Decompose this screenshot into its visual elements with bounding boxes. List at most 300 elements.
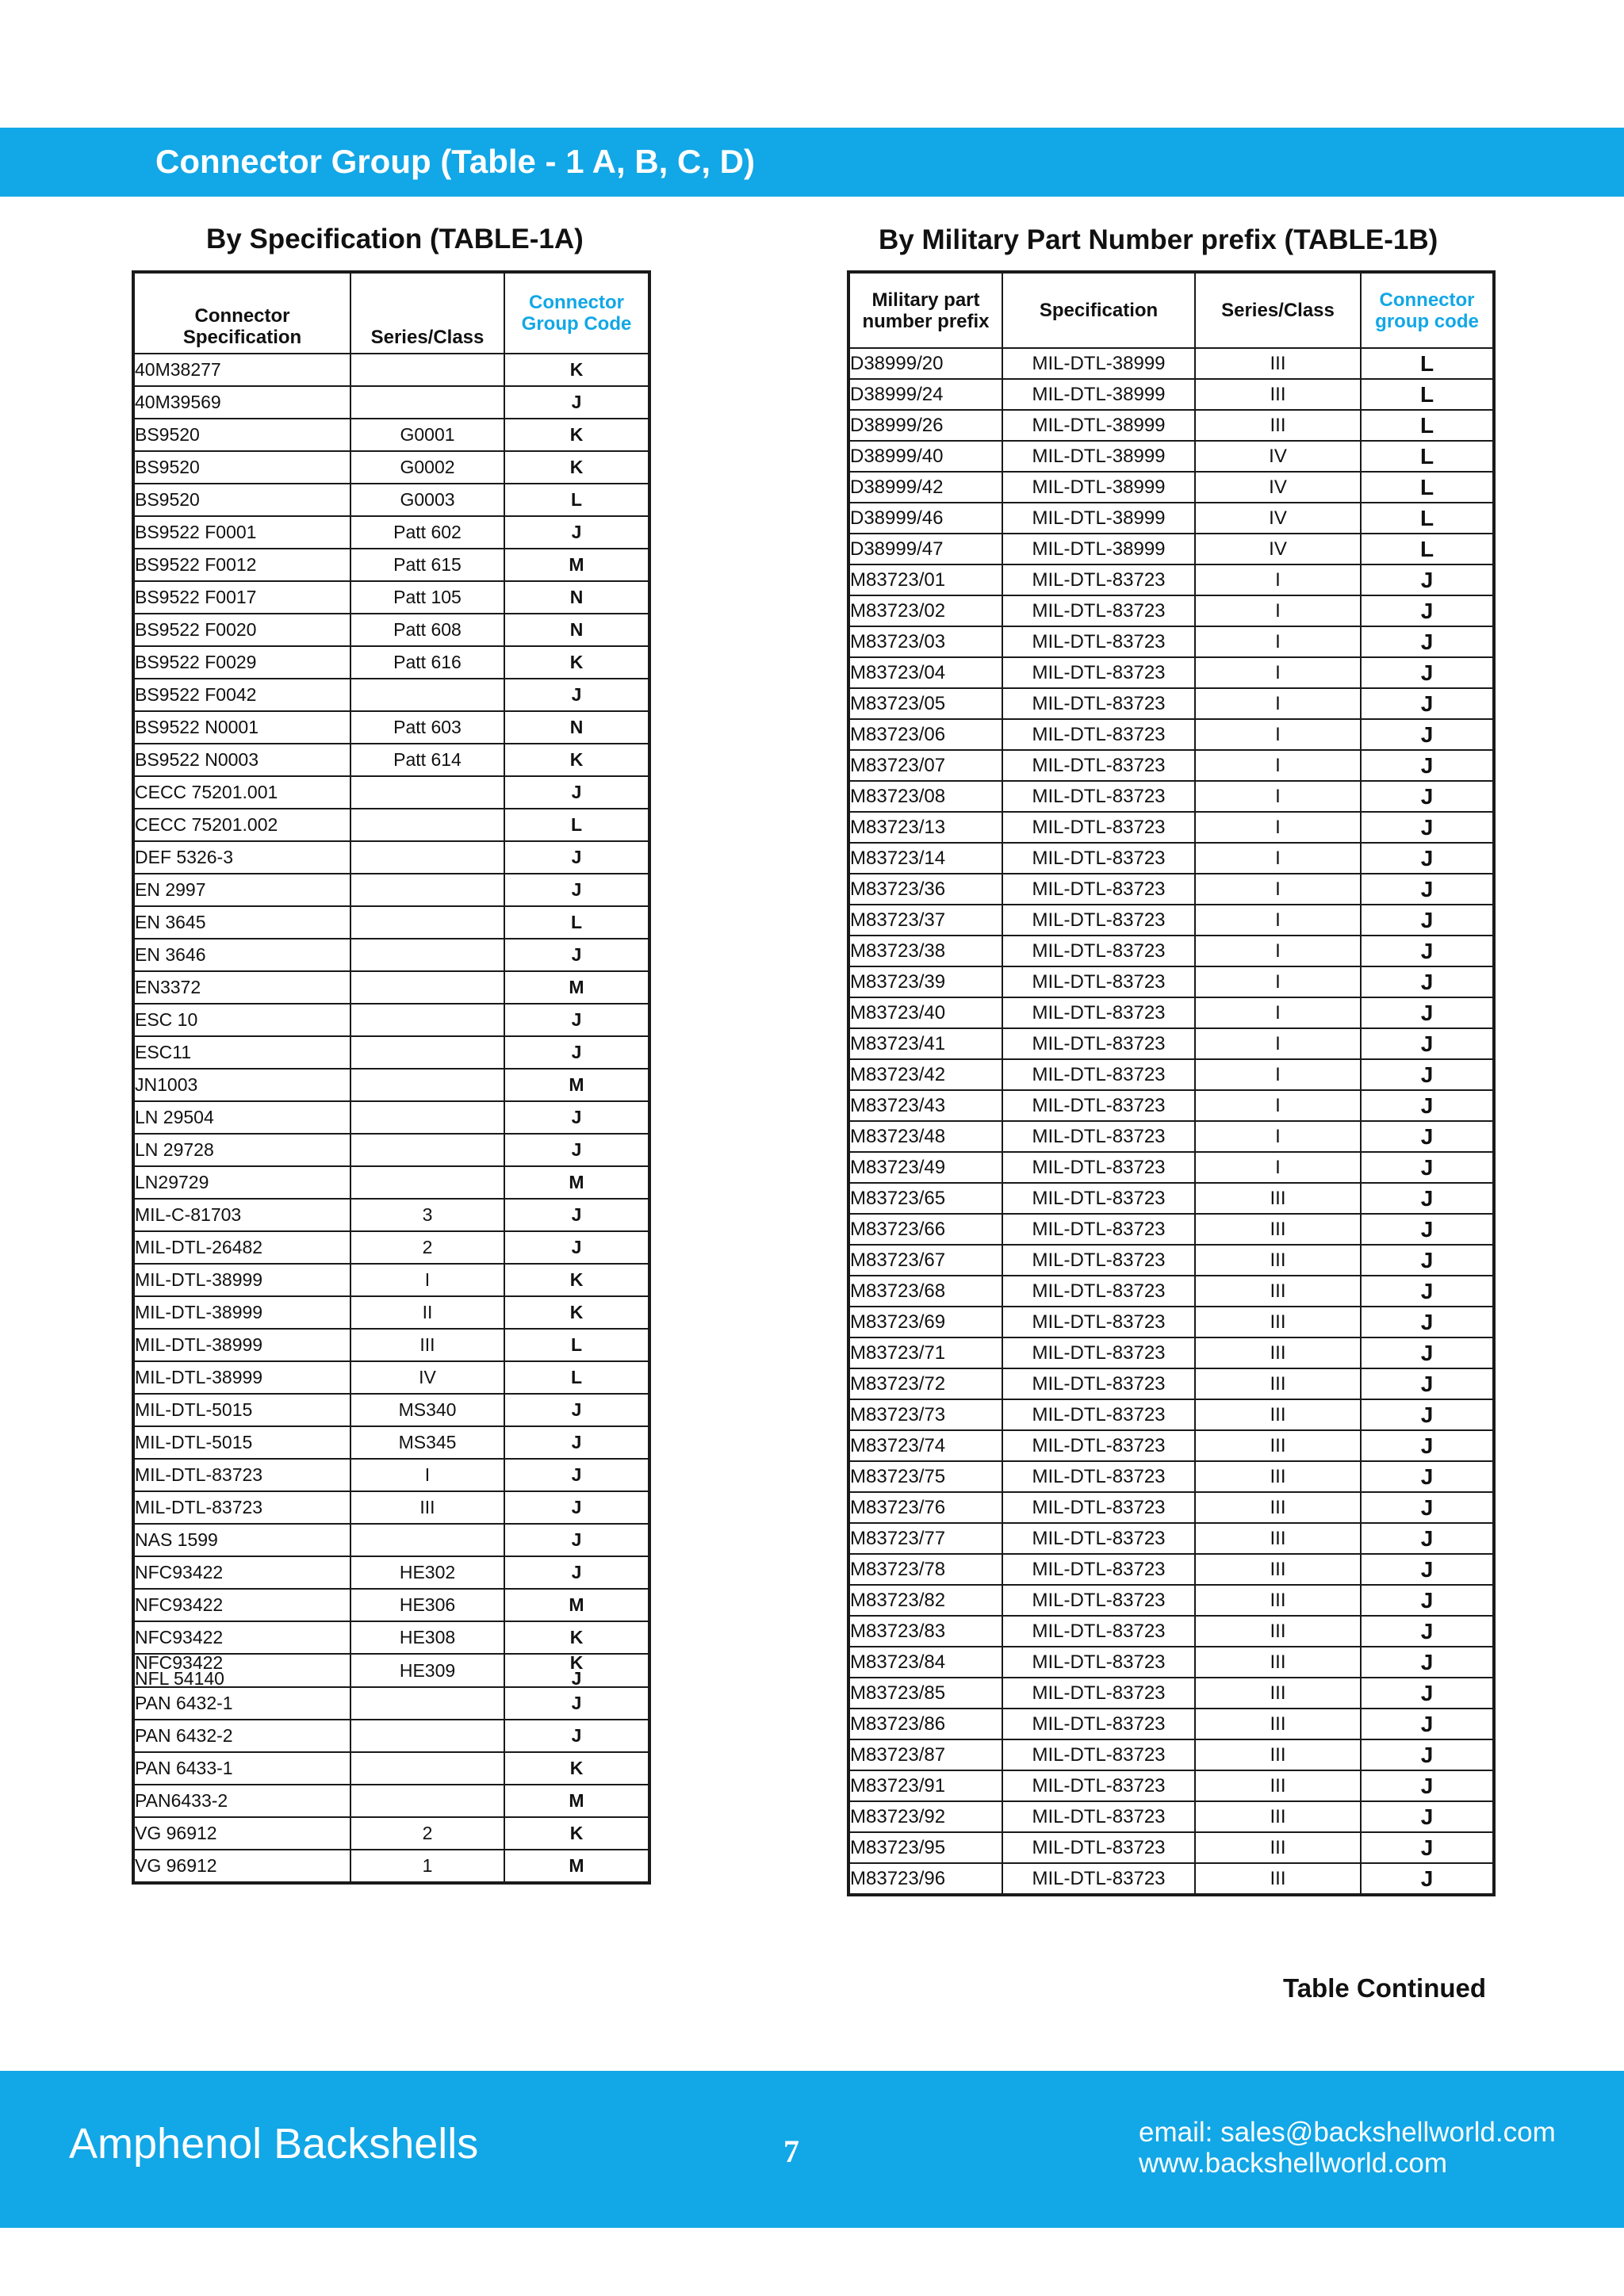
contact-block	[1139, 2117, 1556, 2179]
cell-specification: MIL-DTL-83723	[1002, 843, 1195, 874]
table-row	[848, 750, 1494, 781]
table-row	[848, 997, 1494, 1028]
table-row	[848, 1368, 1494, 1399]
cell-specification: MIL-DTL-83723	[1002, 1616, 1195, 1647]
cell-series-class: III	[1195, 1678, 1361, 1709]
cell-series-class: III	[1195, 1616, 1361, 1647]
cell-group-code: L	[1361, 503, 1494, 534]
brand-name: Amphenol Backshells	[69, 2120, 479, 2168]
cell-connector-specification: NAS 1599	[133, 1524, 350, 1556]
table-row	[848, 688, 1494, 719]
cell-group-code: J	[1361, 719, 1494, 750]
table-1b-title: By Military Part Number prefix (TABLE-1B)	[879, 224, 1438, 255]
cell-part-number-prefix: M83723/13	[848, 812, 1002, 843]
cell-specification: MIL-DTL-83723	[1002, 1245, 1195, 1276]
cell-connector-specification: ESC11	[133, 1036, 350, 1069]
cell-specification: MIL-DTL-83723	[1002, 1430, 1195, 1461]
cell-series-class: III	[1195, 1739, 1361, 1770]
cell-series-class: I	[1195, 1090, 1361, 1121]
cell-connector-specification: LN29729	[133, 1166, 350, 1199]
table-row	[848, 1337, 1494, 1368]
cell-specification: MIL-DTL-83723	[1002, 1832, 1195, 1863]
table-row	[848, 1214, 1494, 1245]
cell-part-number-prefix: M83723/08	[848, 781, 1002, 812]
table-row	[133, 1036, 649, 1069]
cell-series-class: III	[1195, 1554, 1361, 1585]
cell-part-number-prefix: D38999/24	[848, 379, 1002, 410]
cell-connector-specification: NFC93422	[133, 1556, 350, 1589]
cell-series-class: I	[1195, 812, 1361, 843]
cell-part-number-prefix: M83723/83	[848, 1616, 1002, 1647]
table-row	[133, 1069, 649, 1101]
cell-series-class: I	[1195, 905, 1361, 936]
cell-group-code: J	[1361, 1770, 1494, 1801]
cell-part-number-prefix: M83723/84	[848, 1647, 1002, 1678]
cell-series-class: I	[1195, 1152, 1361, 1183]
cell-series-class: III	[1195, 1492, 1361, 1523]
table-row	[133, 1524, 649, 1556]
cell-group-code: M	[504, 1850, 649, 1883]
cell-group-code: J	[1361, 1399, 1494, 1430]
cell-connector-specification: BS9522 F0042	[133, 679, 350, 711]
cell-group-code: J	[504, 1231, 649, 1264]
cell-series-class: I	[1195, 564, 1361, 595]
cell-specification: MIL-DTL-83723	[1002, 1863, 1195, 1895]
cell-group-code: J	[504, 1491, 649, 1524]
table-row	[133, 809, 649, 841]
table-row	[848, 1863, 1494, 1895]
cell-series-class: III	[1195, 1245, 1361, 1276]
table-row	[133, 1785, 649, 1817]
cell-group-code: L	[1361, 441, 1494, 472]
table-row	[133, 581, 649, 614]
cell-group-code: L	[504, 906, 649, 939]
cell-group-code: J	[504, 1720, 649, 1752]
cell-group-code: J	[1361, 1152, 1494, 1183]
cell-connector-specification: MIL-C-81703	[133, 1199, 350, 1231]
cell-series-class: III	[1195, 1863, 1361, 1895]
cell-group-code: J	[1361, 750, 1494, 781]
cell-series-class: Patt 615	[350, 549, 504, 581]
cell-connector-specification: MIL-DTL-38999	[133, 1296, 350, 1329]
cell-specification: MIL-DTL-83723	[1002, 688, 1195, 719]
cell-group-code: J	[504, 1004, 649, 1036]
cell-connector-specification: EN3372	[133, 971, 350, 1004]
cell-group-code: M	[504, 971, 649, 1004]
cell-part-number-prefix: M83723/96	[848, 1863, 1002, 1895]
cell-connector-specification: CECC 75201.002	[133, 809, 350, 841]
cell-group-code: J	[1361, 657, 1494, 688]
table-row	[848, 1090, 1494, 1121]
cell-series-class: I	[350, 1459, 504, 1491]
table-row	[848, 1492, 1494, 1523]
cell-group-code: J	[504, 1556, 649, 1589]
cell-connector-specification: MIL-DTL-5015	[133, 1394, 350, 1426]
cell-specification: MIL-DTL-83723	[1002, 1678, 1195, 1709]
cell-series-class: I	[1195, 595, 1361, 626]
cell-part-number-prefix: M83723/65	[848, 1183, 1002, 1214]
cell-connector-specification: MIL-DTL-26482	[133, 1231, 350, 1264]
cell-series-class: 3	[350, 1199, 504, 1231]
table-row	[848, 936, 1494, 966]
table-row	[133, 1134, 649, 1166]
cell-group-code: M	[504, 1069, 649, 1101]
column-header-connector-group-code: Connector group code	[1361, 272, 1494, 348]
cell-group-code: K J	[504, 1654, 649, 1687]
cell-series-class: III	[1195, 1523, 1361, 1554]
cell-group-code: K	[504, 646, 649, 679]
cell-series-class: HE309	[350, 1654, 504, 1687]
cell-part-number-prefix: M83723/66	[848, 1214, 1002, 1245]
table-row	[848, 595, 1494, 626]
cell-part-number-prefix: M83723/02	[848, 595, 1002, 626]
cell-connector-specification: LN 29728	[133, 1134, 350, 1166]
cell-specification: MIL-DTL-83723	[1002, 564, 1195, 595]
cell-specification: MIL-DTL-38999	[1002, 441, 1195, 472]
cell-specification: MIL-DTL-83723	[1002, 1307, 1195, 1337]
table-row	[848, 1554, 1494, 1585]
cell-part-number-prefix: M83723/85	[848, 1678, 1002, 1709]
cell-group-code: K	[504, 1264, 649, 1296]
cell-connector-specification: BS9522 F0001	[133, 516, 350, 549]
cell-group-code: J	[1361, 1214, 1494, 1245]
column-header-connector-specification: Connector Specification	[133, 272, 350, 354]
cell-part-number-prefix: M83723/77	[848, 1523, 1002, 1554]
table-row	[133, 1101, 649, 1134]
cell-connector-specification: MIL-DTL-83723	[133, 1459, 350, 1491]
cell-part-number-prefix: M83723/71	[848, 1337, 1002, 1368]
table-row	[848, 1399, 1494, 1430]
page-number: 7	[783, 2133, 799, 2169]
cell-series-class: G0001	[350, 419, 504, 451]
cell-group-code: J	[1361, 966, 1494, 997]
table-row	[133, 711, 649, 744]
table-row	[848, 1276, 1494, 1307]
cell-group-code: J	[1361, 1647, 1494, 1678]
cell-series-class: IV	[1195, 441, 1361, 472]
cell-part-number-prefix: D38999/26	[848, 410, 1002, 441]
cell-series-class: I	[350, 1264, 504, 1296]
cell-series-class	[350, 1004, 504, 1036]
cell-part-number-prefix: M83723/43	[848, 1090, 1002, 1121]
cell-specification: MIL-DTL-83723	[1002, 1461, 1195, 1492]
cell-specification: MIL-DTL-83723	[1002, 1585, 1195, 1616]
cell-series-class: III	[1195, 1801, 1361, 1832]
table-1b-header-row	[848, 272, 1494, 348]
cell-series-class: Patt 614	[350, 744, 504, 776]
cell-series-class: Patt 105	[350, 581, 504, 614]
cell-series-class: III	[1195, 1307, 1361, 1337]
table-row	[848, 410, 1494, 441]
cell-group-code: K	[504, 354, 649, 386]
cell-part-number-prefix: D38999/42	[848, 472, 1002, 503]
table-row	[133, 354, 649, 386]
cell-group-code: J	[504, 516, 649, 549]
cell-series-class	[350, 679, 504, 711]
cell-series-class: Patt 608	[350, 614, 504, 646]
cell-group-code: J	[1361, 1709, 1494, 1739]
cell-series-class: I	[1195, 781, 1361, 812]
cell-group-code: J	[1361, 843, 1494, 874]
cell-specification: MIL-DTL-83723	[1002, 1492, 1195, 1523]
cell-series-class	[350, 809, 504, 841]
cell-part-number-prefix: M83723/68	[848, 1276, 1002, 1307]
cell-group-code: J	[1361, 1368, 1494, 1399]
cell-specification: MIL-DTL-83723	[1002, 1028, 1195, 1059]
cell-part-number-prefix: M83723/38	[848, 936, 1002, 966]
cell-group-code: J	[1361, 1028, 1494, 1059]
table-row	[133, 1459, 649, 1491]
table-row	[133, 1329, 649, 1361]
cell-specification: MIL-DTL-83723	[1002, 1770, 1195, 1801]
cell-connector-specification: 40M39569	[133, 386, 350, 419]
cell-group-code: J	[1361, 1585, 1494, 1616]
table-row	[848, 1647, 1494, 1678]
column-header-military-part-number-prefix: Military part number prefix	[848, 272, 1002, 348]
cell-series-class: G0003	[350, 484, 504, 516]
cell-series-class: 1	[350, 1850, 504, 1883]
cell-group-code: L	[504, 809, 649, 841]
cell-group-code: J	[504, 679, 649, 711]
cell-part-number-prefix: M83723/39	[848, 966, 1002, 997]
cell-series-class: HE306	[350, 1589, 504, 1621]
table-row	[133, 906, 649, 939]
cell-series-class	[350, 1752, 504, 1785]
cell-connector-specification: BS9522 F0020	[133, 614, 350, 646]
cell-group-code: J	[1361, 874, 1494, 905]
table-row	[133, 1556, 649, 1589]
cell-series-class: I	[1195, 966, 1361, 997]
cell-part-number-prefix: M83723/82	[848, 1585, 1002, 1616]
cell-group-code: J	[1361, 812, 1494, 843]
cell-series-class: III	[1195, 379, 1361, 410]
cell-specification: MIL-DTL-83723	[1002, 874, 1195, 905]
table-1a	[132, 270, 651, 1885]
table-row	[848, 1307, 1494, 1337]
cell-series-class: I	[1195, 843, 1361, 874]
cell-connector-specification: 40M38277	[133, 354, 350, 386]
cell-connector-specification: MIL-DTL-38999	[133, 1329, 350, 1361]
cell-series-class	[350, 1069, 504, 1101]
table-row	[133, 516, 649, 549]
cell-series-class: I	[1195, 936, 1361, 966]
table-row	[133, 1361, 649, 1394]
table-row	[848, 1028, 1494, 1059]
cell-part-number-prefix: M83723/95	[848, 1832, 1002, 1863]
cell-group-code: N	[504, 614, 649, 646]
cell-part-number-prefix: D38999/40	[848, 441, 1002, 472]
cell-series-class	[350, 1524, 504, 1556]
cell-specification: MIL-DTL-83723	[1002, 1090, 1195, 1121]
cell-group-code: K	[504, 419, 649, 451]
cell-series-class: HE302	[350, 1556, 504, 1589]
cell-connector-specification: MIL-DTL-38999	[133, 1361, 350, 1394]
table-row	[848, 379, 1494, 410]
cell-specification: MIL-DTL-83723	[1002, 812, 1195, 843]
cell-series-class	[350, 1166, 504, 1199]
table-row	[848, 1585, 1494, 1616]
table-1b	[847, 270, 1496, 1896]
table-row	[133, 1426, 649, 1459]
cell-connector-specification: ESC 10	[133, 1004, 350, 1036]
column-header-specification: Specification	[1002, 272, 1195, 348]
cell-group-code: M	[504, 1166, 649, 1199]
cell-connector-specification: BS9520	[133, 451, 350, 484]
cell-group-code: J	[1361, 1307, 1494, 1337]
cell-specification: MIL-DTL-38999	[1002, 410, 1195, 441]
table-row	[133, 646, 649, 679]
cell-part-number-prefix: M83723/91	[848, 1770, 1002, 1801]
cell-series-class: III	[1195, 1770, 1361, 1801]
table-row	[133, 1654, 649, 1687]
table-row	[133, 1621, 649, 1654]
cell-series-class: Patt 602	[350, 516, 504, 549]
cell-connector-specification: NFC93422	[133, 1621, 350, 1654]
cell-group-code: J	[504, 1459, 649, 1491]
cell-specification: MIL-DTL-38999	[1002, 534, 1195, 564]
cell-group-code: J	[1361, 1245, 1494, 1276]
cell-group-code: M	[504, 1785, 649, 1817]
cell-specification: MIL-DTL-83723	[1002, 595, 1195, 626]
cell-specification: MIL-DTL-83723	[1002, 1368, 1195, 1399]
cell-series-class	[350, 1036, 504, 1069]
cell-group-code: J	[1361, 1801, 1494, 1832]
cell-group-code: K	[504, 744, 649, 776]
cell-group-code: J	[504, 1199, 649, 1231]
cell-part-number-prefix: D38999/46	[848, 503, 1002, 534]
cell-connector-specification: LN 29504	[133, 1101, 350, 1134]
cell-part-number-prefix: M83723/75	[848, 1461, 1002, 1492]
table-row	[133, 484, 649, 516]
cell-group-code: J	[504, 1134, 649, 1166]
cell-series-class: I	[1195, 997, 1361, 1028]
cell-series-class: IV	[1195, 503, 1361, 534]
cell-series-class	[350, 971, 504, 1004]
cell-specification: MIL-DTL-38999	[1002, 348, 1195, 379]
cell-part-number-prefix: M83723/06	[848, 719, 1002, 750]
column-header-series-class: Series/Class	[350, 272, 504, 354]
cell-series-class: III	[1195, 1214, 1361, 1245]
cell-group-code: N	[504, 711, 649, 744]
cell-group-code: J	[1361, 1276, 1494, 1307]
cell-series-class: III	[1195, 348, 1361, 379]
table-row	[133, 1850, 649, 1883]
contact-website[interactable]: www.backshellworld.com	[1139, 2148, 1448, 2179]
cell-group-code: K	[504, 451, 649, 484]
cell-series-class: IV	[350, 1361, 504, 1394]
cell-part-number-prefix: M83723/42	[848, 1059, 1002, 1090]
table-row	[848, 1801, 1494, 1832]
table-row	[848, 1245, 1494, 1276]
cell-series-class	[350, 1101, 504, 1134]
cell-series-class: I	[1195, 719, 1361, 750]
table-row	[848, 441, 1494, 472]
cell-series-class: I	[1195, 1028, 1361, 1059]
table-row	[848, 1152, 1494, 1183]
cell-part-number-prefix: M83723/76	[848, 1492, 1002, 1523]
table-row	[133, 679, 649, 711]
table-row	[133, 1296, 649, 1329]
cell-series-class: III	[1195, 1647, 1361, 1678]
cell-part-number-prefix: M83723/72	[848, 1368, 1002, 1399]
cell-series-class: 2	[350, 1817, 504, 1850]
table-row	[848, 1678, 1494, 1709]
cell-series-class: III	[1195, 1832, 1361, 1863]
cell-series-class: III	[1195, 1368, 1361, 1399]
cell-series-class: I	[1195, 626, 1361, 657]
cell-specification: MIL-DTL-83723	[1002, 750, 1195, 781]
table-row	[848, 1430, 1494, 1461]
table-row	[848, 348, 1494, 379]
table-row	[133, 1004, 649, 1036]
cell-specification: MIL-DTL-83723	[1002, 1523, 1195, 1554]
cell-group-code: J	[504, 841, 649, 874]
cell-connector-specification: EN 3645	[133, 906, 350, 939]
table-row	[133, 1589, 649, 1621]
cell-specification: MIL-DTL-83723	[1002, 657, 1195, 688]
cell-part-number-prefix: M83723/92	[848, 1801, 1002, 1832]
cell-series-class: I	[1195, 1121, 1361, 1152]
cell-specification: MIL-DTL-83723	[1002, 997, 1195, 1028]
table-row	[848, 843, 1494, 874]
cell-specification: MIL-DTL-83723	[1002, 781, 1195, 812]
cell-group-code: J	[504, 776, 649, 809]
cell-series-class: I	[1195, 657, 1361, 688]
table-row	[848, 1832, 1494, 1863]
cell-series-class: III	[350, 1329, 504, 1361]
column-header-series-class: Series/Class	[1195, 272, 1361, 348]
cell-part-number-prefix: M83723/67	[848, 1245, 1002, 1276]
table-1a-title: By Specification (TABLE-1A)	[206, 224, 584, 254]
table-1a-header-row	[133, 272, 649, 354]
cell-group-code: L	[504, 484, 649, 516]
cell-specification: MIL-DTL-83723	[1002, 1709, 1195, 1739]
table-row	[848, 534, 1494, 564]
cell-specification: MIL-DTL-83723	[1002, 719, 1195, 750]
cell-part-number-prefix: M83723/86	[848, 1709, 1002, 1739]
table-row	[848, 1183, 1494, 1214]
cell-specification: MIL-DTL-83723	[1002, 1152, 1195, 1183]
cell-part-number-prefix: M83723/40	[848, 997, 1002, 1028]
cell-connector-specification: BS9520	[133, 484, 350, 516]
contact-email[interactable]: email: sales@backshellworld.com	[1139, 2117, 1556, 2148]
table-row	[848, 781, 1494, 812]
cell-specification: MIL-DTL-83723	[1002, 905, 1195, 936]
table-row	[133, 874, 649, 906]
cell-group-code: J	[1361, 1616, 1494, 1647]
cell-part-number-prefix: M83723/07	[848, 750, 1002, 781]
table-row	[133, 1166, 649, 1199]
cell-group-code: J	[1361, 1090, 1494, 1121]
cell-series-class	[350, 1785, 504, 1817]
cell-group-code: J	[1361, 626, 1494, 657]
table-row	[848, 472, 1494, 503]
cell-group-code: J	[504, 1524, 649, 1556]
cell-group-code: J	[504, 386, 649, 419]
cell-series-class: III	[1195, 1183, 1361, 1214]
cell-group-code: J	[1361, 1678, 1494, 1709]
cell-part-number-prefix: M83723/41	[848, 1028, 1002, 1059]
cell-group-code: L	[1361, 534, 1494, 564]
table-row	[848, 1616, 1494, 1647]
cell-group-code: J	[1361, 1059, 1494, 1090]
cell-group-code: J	[504, 1426, 649, 1459]
cell-group-code: J	[1361, 1554, 1494, 1585]
cell-specification: MIL-DTL-83723	[1002, 966, 1195, 997]
table-row	[848, 1770, 1494, 1801]
cell-part-number-prefix: M83723/78	[848, 1554, 1002, 1585]
cell-part-number-prefix: M83723/36	[848, 874, 1002, 905]
